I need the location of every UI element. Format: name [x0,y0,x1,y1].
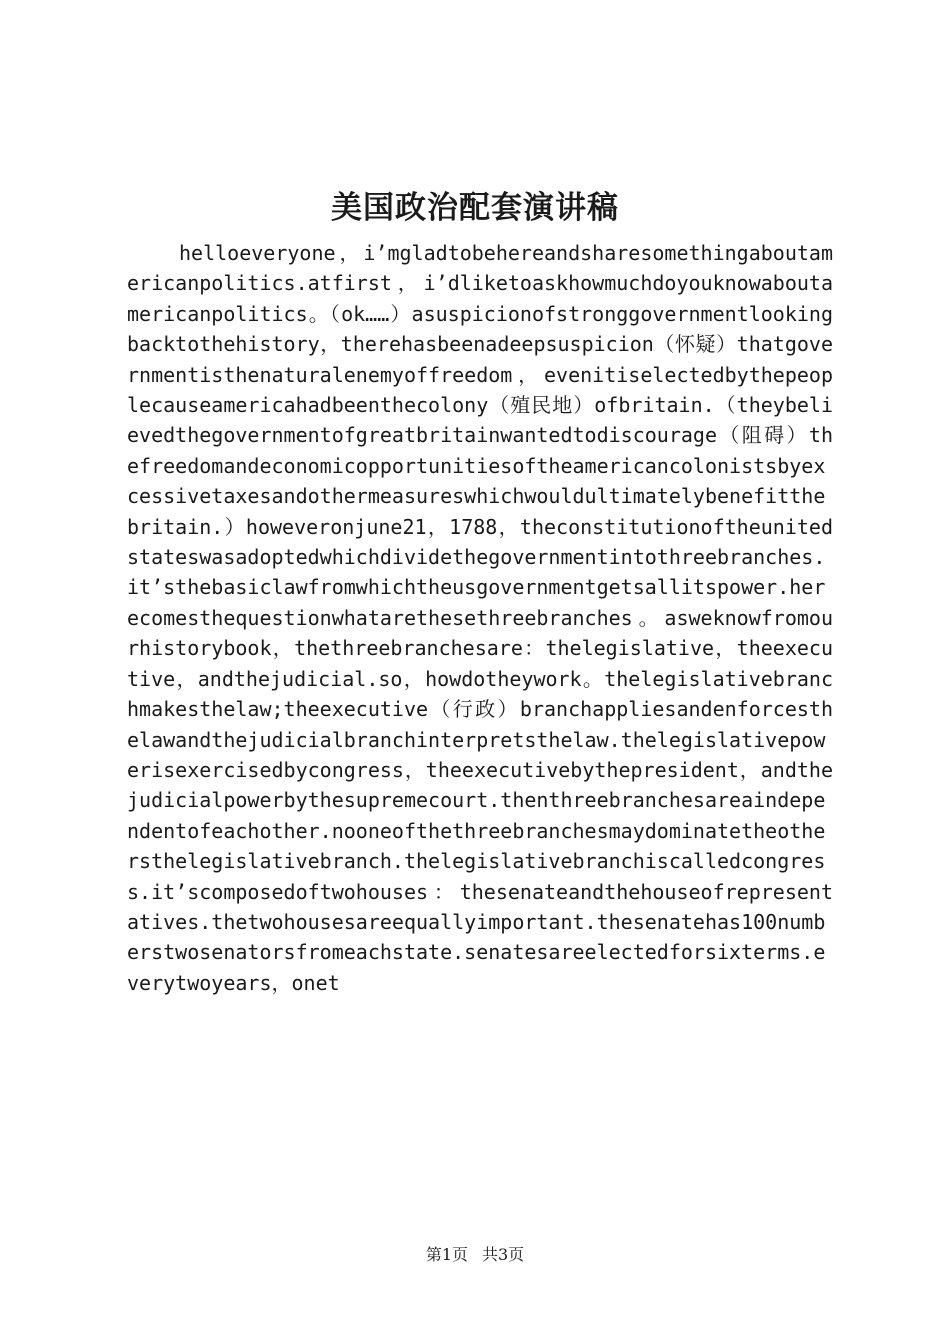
page-number: 第1页 [425,1245,468,1264]
document-title: 美国政治配套演讲稿 [331,190,619,226]
document-body: helloeveryone，i’mgladtobehereandsharesomethingaboutamericanpolitics.atfirst，i’dliketoaskhowmuchdoyouknowaboutamericanpolitics。（ok……）asuspicionofstronggovernmentlookingbacktothehistory，therehasbeenadeepsuspicion（怀疑）thatgovernmentisthenaturalenemyoffreedom，evenitiselectedbythepeoplecauseamericahadbeenthecolony（殖民地）ofbritain.（theybelievedthegovernmentofgreatbritainwantedtodiscourage（阻碍）thefreedomandeconomicopportunitiesoftheamericancolonistsbyexcessivetaxesandothermeasureswhichwouldultimatelybenefitthebritain.）howeveronjune21，1788，theconstitutionoftheunitedstateswasadoptedwhichdividethegovernmentintothreebranches.it’sthebasiclawfromwhichtheusgovernmentgetsallitspower.herecomesthequestionwhatarethesethreebranches。asweknowfromourhistorybook，thethreebranchesare：thelegislative，theexecutive，andthejudicial.so，howdotheywork。thelegislativebranchmakesthelaw;theexecutive（行政）branchappliesandenforcesthelawandthejudicialbranchinterpretsthelaw.thelegislativepowerisexercisedbycongress，theexecutivebythepresident，andthejudicialpowerbythesupremecourt.thenthreebranchesareaindependentofeachother.nooneofthethreebranchesmaydominatetheothersthelegislativebranch.thelegislativebranchiscalledcongress.it’scomposedoftwohouses：thesenateandthehouseofrepresentatives.thetwohousesareequallyimportant.thesenatehas100numberstwosenatorsfromeachstate.senatesareelectedforsixterms.everytwoyears，onet [127,241,833,995]
page-footer [0,1244,950,1266]
page-total: 共3页 [482,1245,525,1264]
